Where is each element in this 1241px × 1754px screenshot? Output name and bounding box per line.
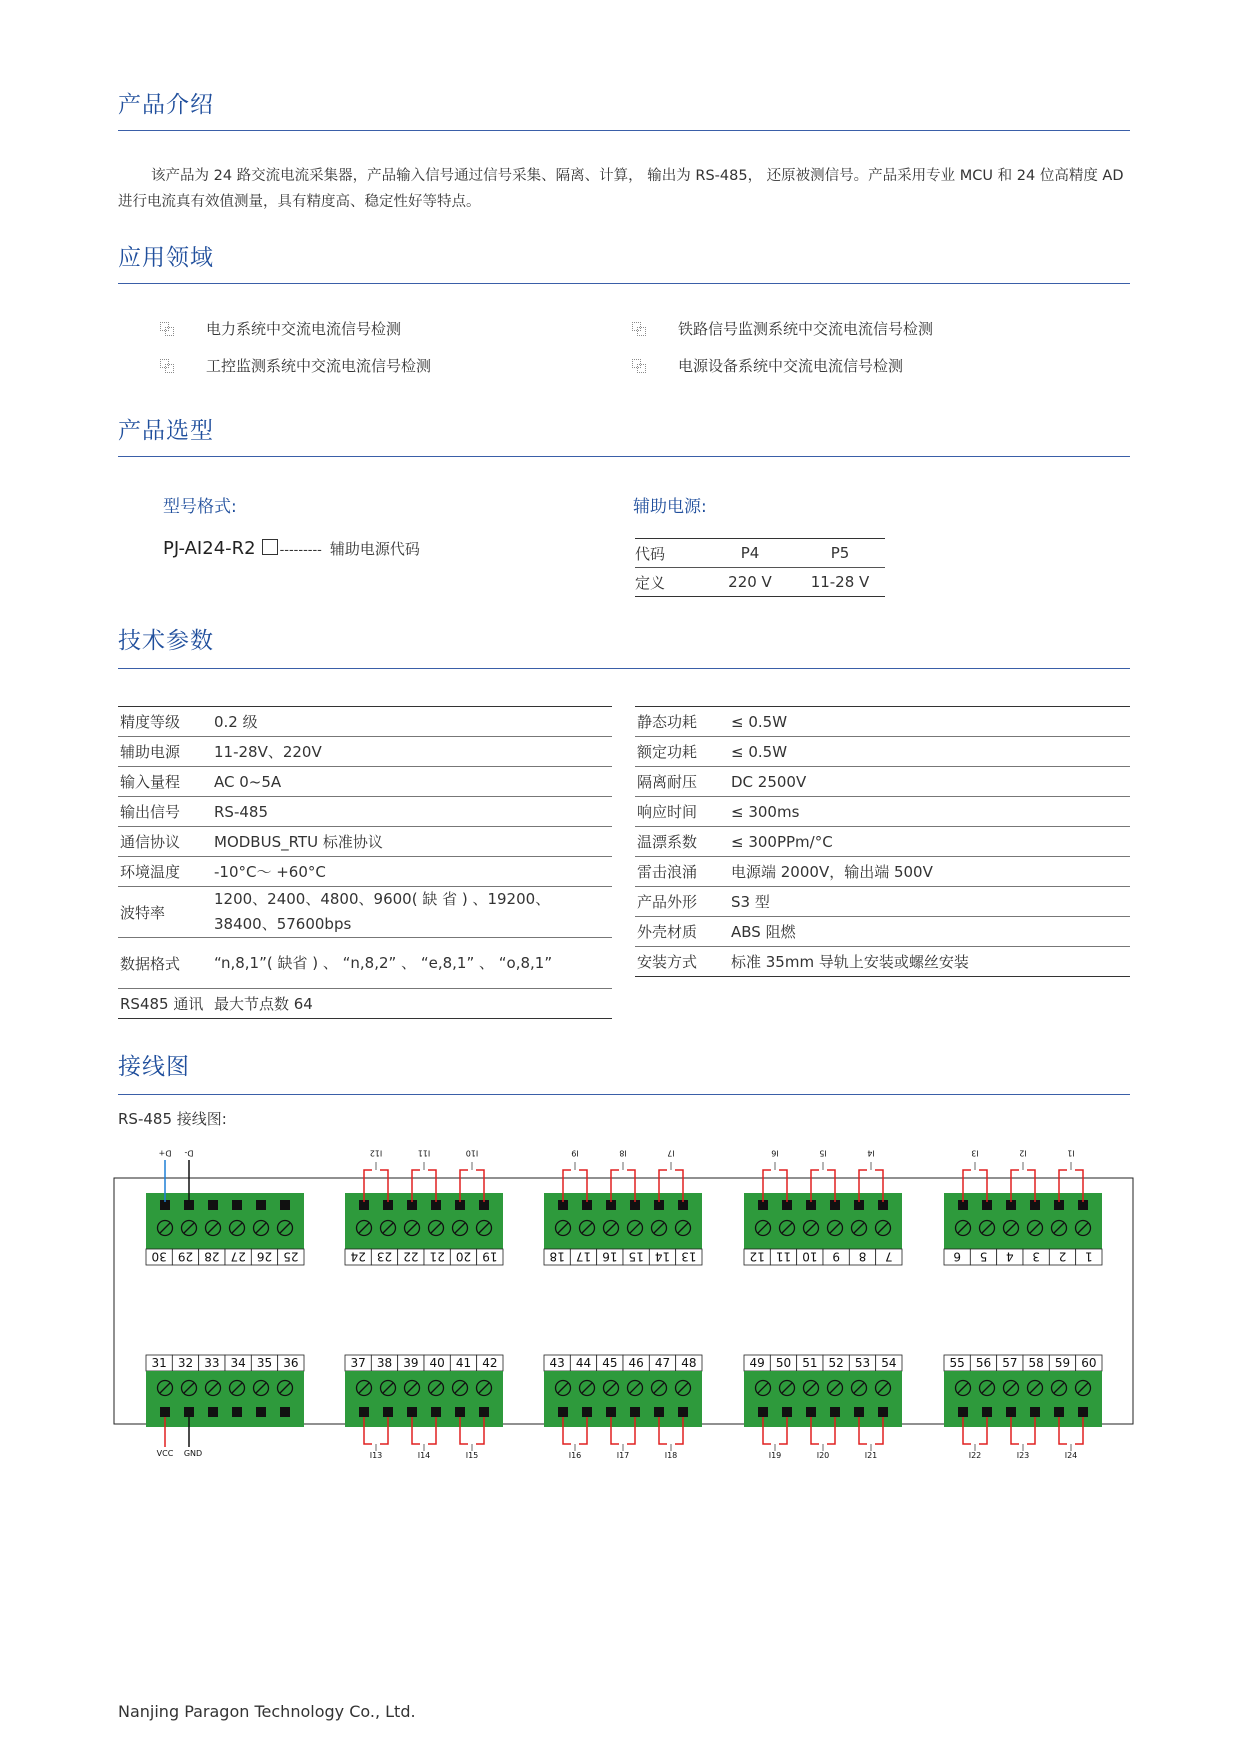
- table-row: [118, 767, 612, 797]
- terminal-block: [146, 1371, 304, 1427]
- section-rule: [118, 1094, 1130, 1095]
- signal-label: GND: [183, 1449, 203, 1458]
- signal-label: I18: [664, 1451, 678, 1460]
- terminal-number: 30: [151, 1249, 167, 1264]
- signal-label: I24: [1064, 1451, 1078, 1460]
- terminal-block: [345, 1371, 503, 1427]
- terminal-number: 25: [283, 1249, 299, 1264]
- table-cell: 220 V: [705, 568, 795, 597]
- signal-label: I2: [1019, 1148, 1027, 1158]
- terminal-number: 59: [1054, 1356, 1071, 1370]
- terminal-number: 31: [151, 1356, 167, 1370]
- terminal-number: 15: [628, 1249, 644, 1264]
- signal-label: I16: [568, 1451, 582, 1460]
- signal-label: VCC: [156, 1449, 174, 1458]
- terminal-number: 49: [749, 1356, 765, 1370]
- signal-label: I6: [771, 1148, 779, 1158]
- wiring-label: RS-485 接线图:: [118, 1110, 227, 1128]
- terminal-socket: [582, 1407, 592, 1417]
- terminal-socket: [232, 1200, 242, 1210]
- terminal-socket: [160, 1407, 170, 1417]
- terminal-socket: [407, 1407, 417, 1417]
- signal-label: I13: [369, 1451, 383, 1460]
- terminal-socket: [383, 1407, 393, 1417]
- terminal-number: 19: [482, 1249, 498, 1264]
- spec-key: 雷击浪涌: [635, 857, 729, 887]
- spec-key: 静态功耗: [635, 707, 729, 737]
- spec-key: 环境温度: [118, 857, 212, 887]
- terminal-number: 13: [681, 1249, 697, 1264]
- terminal-socket: [1078, 1407, 1088, 1417]
- spec-value: “n,8,1”( 缺省 ) 、 “n,8,2” 、 “e,8,1” 、 “o,8,1”: [212, 938, 612, 989]
- terminal-number: 48: [681, 1356, 697, 1370]
- model-format: [163, 538, 420, 559]
- terminal-socket: [558, 1407, 568, 1417]
- intro-paragraph: 该产品为 24 路交流电流采集器，产品输入信号通过信号采集、隔离、计算， 输出为 RS-485， 还原被测信号。产品采用专业 MCU 和 24 位高精度 AD 进行电流真有效值测量，具有精度高、稳定性好等特点。: [118, 168, 1124, 210]
- table-row: [118, 887, 612, 938]
- signal-label: I5: [819, 1148, 827, 1158]
- terminal-socket: [455, 1407, 465, 1417]
- terminal-number: 6: [953, 1249, 961, 1264]
- terminal-socket: [1054, 1407, 1064, 1417]
- spec-key: 温漂系数: [635, 827, 729, 857]
- spec-value: S3 型: [729, 887, 1130, 917]
- spec-value: 电源端 2000V，输出端 500V: [729, 857, 1130, 887]
- terminal-socket: [758, 1407, 768, 1417]
- table-cell: 代码: [635, 539, 705, 568]
- terminal-number: 43: [549, 1356, 565, 1370]
- spec-table-right: [635, 706, 1130, 977]
- terminal-block: [544, 1371, 702, 1427]
- signal-label: I11: [417, 1148, 431, 1158]
- section-rule: [118, 283, 1130, 284]
- table-row: [635, 947, 1130, 977]
- spec-key: 安装方式: [635, 947, 729, 977]
- terminal-socket: [280, 1200, 290, 1210]
- spec-key: 精度等级: [118, 707, 212, 737]
- terminal-number: 57: [1002, 1356, 1018, 1370]
- application-item: 铁路信号监测系统中交流电流信号检测: [678, 320, 934, 338]
- terminal-number: 20: [455, 1249, 472, 1264]
- table-row: [635, 917, 1130, 947]
- spec-value: ≤ 0.5W: [729, 737, 1130, 767]
- terminal-number: 17: [575, 1249, 592, 1264]
- table-row: [118, 707, 612, 737]
- table-row: [118, 737, 612, 767]
- terminal-number: 45: [602, 1356, 618, 1370]
- terminal-number: 2: [1058, 1249, 1067, 1264]
- bullet-icon: [160, 322, 173, 335]
- terminal-socket: [208, 1200, 218, 1210]
- signal-label: I10: [465, 1148, 479, 1158]
- signal-label: I17: [616, 1451, 630, 1460]
- company-name: Nanjing Paragon Technology Co., Ltd.: [118, 1702, 416, 1721]
- terminal-number: 32: [177, 1356, 194, 1370]
- terminal-block: [744, 1371, 902, 1427]
- terminal-number: 55: [949, 1356, 965, 1370]
- table-row: [635, 568, 885, 597]
- terminal-socket: [479, 1407, 489, 1417]
- spec-table-left: [118, 706, 612, 1019]
- spec-value: AC 0~5A: [212, 767, 612, 797]
- table-row: [118, 857, 612, 887]
- table-row: [635, 827, 1130, 857]
- section-rule: [118, 668, 1130, 669]
- spec-value: DC 2500V: [729, 767, 1130, 797]
- terminal-number: 28: [204, 1249, 220, 1264]
- aux-power-title: 辅助电源:: [633, 497, 707, 517]
- spec-key: 响应时间: [635, 797, 729, 827]
- signal-label: I14: [417, 1451, 431, 1460]
- terminal-number: 39: [403, 1356, 419, 1370]
- terminal-number: 7: [885, 1249, 893, 1264]
- terminal-number: 52: [828, 1356, 844, 1370]
- application-item: 工控监测系统中交流电流信号检测: [206, 357, 432, 375]
- model-format-title: 型号格式:: [163, 497, 237, 517]
- section-title-specs: 技术参数: [118, 628, 214, 654]
- terminal-socket: [830, 1407, 840, 1417]
- terminal-socket: [854, 1407, 864, 1417]
- spec-key: 波特率: [118, 887, 212, 938]
- terminal-number: 26: [256, 1249, 273, 1264]
- terminal-socket: [280, 1407, 290, 1417]
- spec-value: 11-28V、220V: [212, 737, 612, 767]
- terminal-number: 16: [602, 1249, 618, 1264]
- spec-key: 产品外形: [635, 887, 729, 917]
- terminal-socket: [232, 1407, 242, 1417]
- spec-value: ≤ 0.5W: [729, 707, 1130, 737]
- spec-key: 隔离耐压: [635, 767, 729, 797]
- signal-label: I7: [667, 1148, 675, 1158]
- signal-label: I8: [619, 1148, 627, 1158]
- table-row: [118, 989, 612, 1019]
- spec-value: ≤ 300ms: [729, 797, 1130, 827]
- terminal-number: 51: [802, 1356, 818, 1370]
- table-row: [635, 539, 885, 568]
- application-item: 电力系统中交流电流信号检测: [206, 320, 402, 338]
- spec-value: ABS 阻燃: [729, 917, 1130, 947]
- signal-label: I9: [571, 1148, 579, 1158]
- table-row: [635, 707, 1130, 737]
- terminal-number: 37: [350, 1356, 366, 1370]
- terminal-socket: [654, 1407, 664, 1417]
- terminal-socket: [806, 1407, 816, 1417]
- application-item: 电源设备系统中交流电流信号检测: [678, 357, 904, 375]
- terminal-number: 53: [854, 1356, 871, 1370]
- terminal-socket: [630, 1407, 640, 1417]
- signal-label: I23: [1016, 1451, 1030, 1460]
- aux-power-table: [635, 538, 885, 597]
- model-code: PJ-AI24-R2: [163, 538, 256, 559]
- terminal-number: 33: [204, 1356, 220, 1370]
- table-row: [635, 737, 1130, 767]
- terminal-socket: [782, 1407, 792, 1417]
- terminal-number: 60: [1081, 1356, 1097, 1370]
- terminal-socket: [208, 1407, 218, 1417]
- terminal-number: 8: [858, 1249, 867, 1264]
- spec-value: 1200、2400、4800、9600( 缺 省 ) 、19200、38400、57600bps: [212, 887, 612, 938]
- terminal-number: 54: [881, 1356, 897, 1370]
- section-rule: [118, 130, 1130, 131]
- spec-key: 额定功耗: [635, 737, 729, 767]
- terminal-number: 46: [628, 1356, 644, 1370]
- terminal-number: 24: [350, 1249, 366, 1264]
- bullet-icon: [632, 359, 645, 372]
- terminal-number: 14: [654, 1249, 671, 1264]
- terminal-number: 58: [1028, 1356, 1044, 1370]
- table-cell: P4: [705, 539, 795, 568]
- terminal-socket: [184, 1407, 194, 1417]
- terminal-number: 11: [775, 1249, 792, 1264]
- table-row: [118, 938, 612, 989]
- terminal-number: 18: [549, 1249, 565, 1264]
- spec-key: 辅助电源: [118, 737, 212, 767]
- signal-label: I15: [465, 1451, 479, 1460]
- terminal-number: 12: [749, 1249, 765, 1264]
- section-title-intro: 产品介绍: [118, 92, 214, 118]
- table-cell: 定义: [635, 568, 705, 597]
- wiring-diagram: [0, 1140, 1241, 1470]
- terminal-block: [944, 1371, 1102, 1427]
- spec-value: -10°C～ +60°C: [212, 857, 612, 887]
- terminal-number: 38: [376, 1356, 393, 1370]
- terminal-number: 29: [177, 1249, 194, 1264]
- table-row: [118, 797, 612, 827]
- model-caption: 辅助电源代码: [329, 540, 420, 558]
- terminal-socket: [431, 1407, 441, 1417]
- terminal-number: 36: [283, 1356, 299, 1370]
- terminal-number: 44: [575, 1356, 592, 1370]
- section-title-selection: 产品选型: [118, 418, 214, 444]
- terminal-number: 47: [654, 1356, 671, 1370]
- table-row: [635, 797, 1130, 827]
- terminal-number: 40: [429, 1356, 445, 1370]
- table-row: [635, 857, 1130, 887]
- spec-key: 输入量程: [118, 767, 212, 797]
- signal-label: I3: [971, 1148, 979, 1158]
- terminal-socket: [1006, 1407, 1016, 1417]
- table-row: [118, 827, 612, 857]
- terminal-socket: [359, 1407, 369, 1417]
- code-box-icon: [262, 539, 278, 555]
- section-title-wiring: 接线图: [118, 1054, 190, 1080]
- model-dashes: ---------: [279, 543, 322, 558]
- terminal-number: 56: [975, 1356, 992, 1370]
- spec-key: 数据格式: [118, 938, 212, 989]
- signal-label: I4: [867, 1148, 875, 1158]
- terminal-number: 27: [230, 1249, 246, 1264]
- terminal-number: 50: [775, 1356, 792, 1370]
- spec-key: 输出信号: [118, 797, 212, 827]
- terminal-number: 4: [1006, 1249, 1014, 1264]
- terminal-number: 10: [802, 1249, 818, 1264]
- terminal-number: 5: [979, 1249, 988, 1264]
- signal-label: I12: [369, 1148, 383, 1158]
- section-title-applications: 应用领域: [118, 245, 214, 271]
- signal-label: I1: [1067, 1148, 1075, 1158]
- terminal-number: 3: [1032, 1249, 1040, 1264]
- signal-label: I22: [968, 1451, 982, 1460]
- terminal-socket: [958, 1407, 968, 1417]
- section-rule: [118, 456, 1130, 457]
- terminal-socket: [678, 1407, 688, 1417]
- terminal-socket: [256, 1407, 266, 1417]
- terminal-socket: [878, 1407, 888, 1417]
- terminal-socket: [606, 1407, 616, 1417]
- spec-value: RS-485: [212, 797, 612, 827]
- terminal-number: 35: [256, 1356, 273, 1370]
- terminal-number: 22: [403, 1249, 419, 1264]
- spec-key: RS485 通讯: [118, 989, 212, 1019]
- spec-value: ≤ 300PPm/°C: [729, 827, 1130, 857]
- signal-label: D+: [158, 1148, 172, 1158]
- signal-label: I21: [864, 1451, 878, 1460]
- bullet-icon: [160, 359, 173, 372]
- terminal-number: 41: [455, 1356, 472, 1370]
- terminal-number: 42: [482, 1356, 498, 1370]
- terminal-number: 21: [429, 1249, 445, 1264]
- table-cell: 11-28 V: [795, 568, 885, 597]
- terminal-socket: [1030, 1407, 1040, 1417]
- terminal-socket: [982, 1407, 992, 1417]
- table-row: [635, 767, 1130, 797]
- bullet-icon: [632, 322, 645, 335]
- signal-label: I19: [768, 1451, 782, 1460]
- terminal-number: 23: [376, 1249, 393, 1264]
- spec-value: MODBUS_RTU 标准协议: [212, 827, 612, 857]
- terminal-number: 1: [1085, 1249, 1093, 1264]
- spec-key: 通信协议: [118, 827, 212, 857]
- terminal-socket: [256, 1200, 266, 1210]
- spec-value: 0.2 级: [212, 707, 612, 737]
- table-row: [635, 887, 1130, 917]
- spec-key: 外壳材质: [635, 917, 729, 947]
- table-cell: P5: [795, 539, 885, 568]
- spec-value: 最大节点数 64: [212, 989, 612, 1019]
- terminal-number: 9: [832, 1249, 840, 1264]
- signal-label: I20: [816, 1451, 830, 1460]
- signal-label: D-: [184, 1148, 194, 1158]
- terminal-number: 34: [230, 1356, 246, 1370]
- spec-value: 标准 35mm 导轨上安装或螺丝安装: [729, 947, 1130, 977]
